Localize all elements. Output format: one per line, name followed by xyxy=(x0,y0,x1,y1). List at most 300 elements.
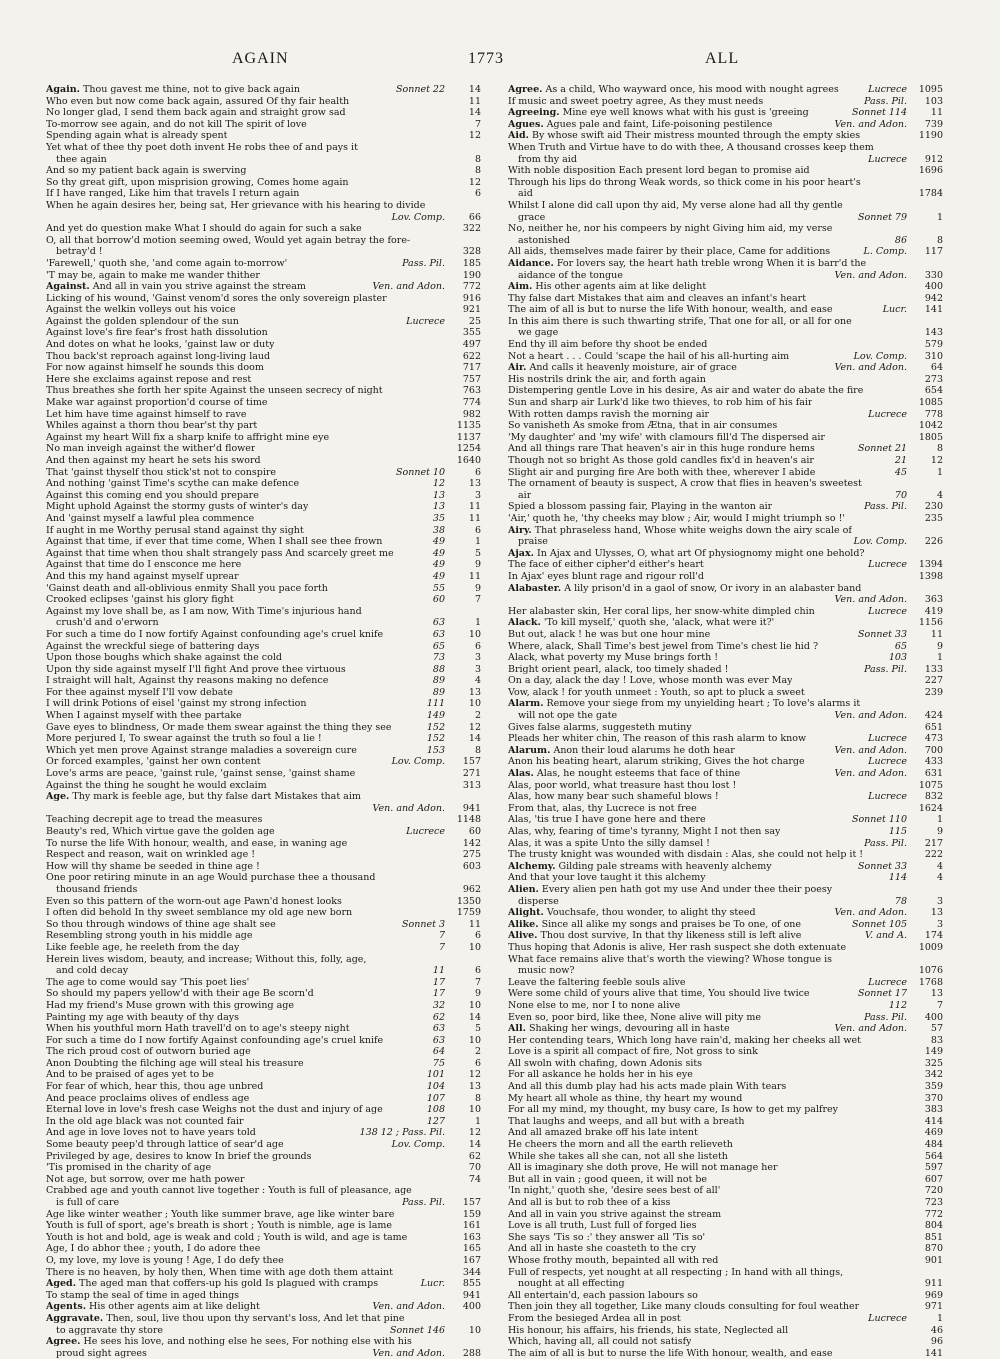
line-text xyxy=(46,525,304,537)
concordance-line xyxy=(46,1104,481,1116)
quotation: and cold decay xyxy=(56,965,129,977)
line-text xyxy=(46,675,328,687)
source-reference: 78 xyxy=(892,896,907,908)
source-reference: Ven. and Adon. xyxy=(370,1301,445,1313)
line-number: 1135 xyxy=(456,420,481,432)
concordance-line xyxy=(46,490,481,502)
line-text xyxy=(508,571,704,583)
concordance-line xyxy=(46,525,481,537)
line-number: 4 xyxy=(936,489,943,501)
quotation: Beauty's red, Which virtue gave the golden age xyxy=(46,826,275,837)
line-number: 313 xyxy=(462,779,481,791)
source-reference: Lucr. xyxy=(880,304,907,316)
line-number: 7 xyxy=(474,594,481,606)
concordance-line xyxy=(508,501,943,513)
line-number: 370 xyxy=(924,1092,943,1104)
concordance-line xyxy=(508,594,943,606)
concordance-line xyxy=(508,1046,943,1058)
concordance-line xyxy=(508,362,943,374)
line-number: 344 xyxy=(462,1266,481,1278)
line-number: 1042 xyxy=(918,420,943,432)
line-number: 13 xyxy=(468,686,481,698)
line-number: 778 xyxy=(924,408,943,420)
concordance-line xyxy=(508,339,943,351)
quotation: O, all that borrow'd motion seeming owed, Would yet again betray the fore- xyxy=(46,234,411,246)
quotation: Against the thing he sought he would exclaim xyxy=(46,779,267,791)
concordance-line xyxy=(46,1185,481,1197)
concordance-line xyxy=(46,513,481,525)
line-number: 9 xyxy=(474,988,481,1000)
concordance-line xyxy=(46,327,481,339)
quotation: All entertain'd, each passion labours so xyxy=(508,1289,698,1301)
line-text xyxy=(46,513,254,525)
concordance-line xyxy=(508,420,943,432)
concordance-line xyxy=(46,988,481,1000)
line-number: 6 xyxy=(474,524,481,536)
line-number: 912 xyxy=(924,153,943,165)
line-text xyxy=(46,1058,304,1070)
line-text xyxy=(508,814,706,826)
line-text xyxy=(508,432,825,444)
concordance-line xyxy=(508,896,943,908)
quotation: Whiles against a thorn thou bear'st thy part xyxy=(46,420,258,432)
line-number: 96 xyxy=(930,1336,943,1348)
line-number: 5 xyxy=(474,547,481,559)
quotation: For thee against myself I'll vow debate xyxy=(46,686,233,698)
line-text xyxy=(508,212,545,224)
quotation: Youth is full of sport, age's breath is short ; Youth is nimble, age is lame xyxy=(46,1220,392,1232)
line-text xyxy=(508,965,574,977)
quotation: My heart all whole as thine, thy heart my wound xyxy=(508,1092,743,1104)
quotation: In Ajax and Ulysses, O, what art Of physiognomy might one behold? xyxy=(536,547,865,559)
line-text xyxy=(508,641,818,653)
line-number: 322 xyxy=(462,223,481,235)
line-text xyxy=(508,536,548,548)
line-number: 133 xyxy=(924,663,943,675)
quotation: Might uphold Against the stormy gusts of winter's day xyxy=(46,501,309,513)
line-number: 10 xyxy=(468,999,481,1011)
line-number: 1394 xyxy=(918,559,943,571)
line-text xyxy=(46,768,355,780)
source-reference: 45 xyxy=(892,467,907,479)
line-text xyxy=(46,154,107,166)
concordance-line xyxy=(46,1035,481,1047)
line-text xyxy=(46,942,239,954)
line-text xyxy=(46,791,361,803)
line-number: 763 xyxy=(462,385,481,397)
line-text xyxy=(46,1301,260,1313)
source-reference: 63 xyxy=(430,1035,445,1047)
line-text xyxy=(508,698,860,710)
line-text xyxy=(46,1185,412,1197)
line-text xyxy=(508,559,704,571)
line-number: 70 xyxy=(468,1162,481,1174)
line-text xyxy=(508,96,763,108)
line-text xyxy=(46,826,275,838)
line-number: 7 xyxy=(474,976,481,988)
concordance-line xyxy=(508,409,943,421)
quotation: Even so, poor bird, like thee, None alive will pity me xyxy=(508,1011,762,1023)
running-head-left: AGAIN xyxy=(232,50,289,67)
line-text xyxy=(46,432,329,444)
source-reference: 60 xyxy=(430,594,445,606)
concordance-line xyxy=(508,374,943,386)
source-reference: 70 xyxy=(892,490,907,502)
concordance-line xyxy=(508,1127,943,1139)
line-text xyxy=(46,119,307,131)
line-text xyxy=(46,420,257,432)
source-reference: 153 xyxy=(424,745,445,757)
quotation: So vanisheth As smoke from Ætna, that in air consumes xyxy=(508,420,778,432)
quotation: Upon thy side against myself I'll fight And prove thee virtuous xyxy=(46,663,346,675)
source-reference: Pass. Pil. xyxy=(861,664,907,676)
line-text xyxy=(508,884,832,896)
line-text xyxy=(508,1046,758,1058)
quotation: So thou through windows of thine age shalt see xyxy=(46,918,276,930)
concordance-line xyxy=(46,1093,481,1105)
headword: Aggravate. xyxy=(46,1312,104,1324)
quotation: No, neither he, nor his compeers by night Giving him aid, my verse xyxy=(508,223,833,235)
quotation: Slight air and purging fire Are both with thee, wherever I abide xyxy=(508,466,816,478)
line-text xyxy=(508,200,843,212)
line-number: 564 xyxy=(924,1150,943,1162)
concordance-line xyxy=(508,849,943,861)
line-number: 222 xyxy=(924,849,943,861)
line-text xyxy=(46,652,282,664)
source-reference: Ven. and Adon. xyxy=(832,119,907,131)
concordance-line xyxy=(46,1255,481,1267)
line-number: 14 xyxy=(468,733,481,745)
concordance-line xyxy=(508,96,943,108)
line-text xyxy=(508,733,806,745)
concordance-line xyxy=(508,814,943,826)
line-number: 7 xyxy=(474,118,481,130)
line-text xyxy=(46,896,342,908)
source-reference: 138 12 ; Pass. Pil. xyxy=(357,1127,445,1139)
line-number: 226 xyxy=(924,536,943,548)
line-text xyxy=(46,1035,383,1047)
line-number: 1156 xyxy=(918,617,943,629)
line-text xyxy=(508,1139,733,1151)
line-text xyxy=(508,664,728,676)
line-number: 165 xyxy=(462,1243,481,1255)
quotation: Full of respects, yet nought at all respecting ; In hand with all things, xyxy=(508,1266,844,1278)
quotation: Bright orient pearl, alack, too timely shaded ! xyxy=(508,663,729,675)
line-number: 157 xyxy=(462,756,481,768)
source-reference: 75 xyxy=(430,1058,445,1070)
source-reference: 49 xyxy=(430,536,445,548)
quotation: But all in vain ; good queen, it will not be xyxy=(508,1173,708,1185)
line-text xyxy=(508,896,559,908)
line-number: 217 xyxy=(924,837,943,849)
source-reference: Ven. and Adon. xyxy=(832,745,907,757)
concordance-line xyxy=(508,1035,943,1047)
line-number: 11 xyxy=(468,512,481,524)
quotation: nought at all effecting xyxy=(518,1278,625,1290)
concordance-line xyxy=(46,641,481,653)
quotation: air xyxy=(518,489,532,501)
line-number: 8 xyxy=(474,153,481,165)
line-number: 235 xyxy=(924,512,943,524)
line-number: 12 xyxy=(468,721,481,733)
line-text xyxy=(508,1012,761,1024)
quotation: No man inveigh against the wither'd flower xyxy=(46,443,256,455)
source-reference: 7 xyxy=(436,930,445,942)
source-reference: Ven. and Adon. xyxy=(832,362,907,374)
concordance-line xyxy=(508,327,943,339)
headword: Aged. xyxy=(46,1278,77,1290)
source-reference: Lucrece xyxy=(865,559,907,571)
quotation: Mine eye well knows what with his gust is 'greeing xyxy=(562,107,809,119)
concordance-line xyxy=(46,548,481,560)
quotation: So thy great gift, upon misprision growing, Comes home again xyxy=(46,176,349,188)
concordance-line xyxy=(508,1081,943,1093)
line-text xyxy=(508,907,756,919)
line-number: 12 xyxy=(468,1069,481,1081)
source-reference: 63 xyxy=(430,629,445,641)
concordance-line xyxy=(46,443,481,455)
line-number: 1696 xyxy=(918,165,943,177)
line-number: 1350 xyxy=(456,895,481,907)
line-text xyxy=(508,351,789,363)
concordance-line xyxy=(508,443,943,455)
line-text xyxy=(508,803,697,815)
concordance-line xyxy=(46,780,481,792)
concordance-line xyxy=(508,1174,943,1186)
line-number: 723 xyxy=(924,1197,943,1208)
source-reference: 114 xyxy=(886,872,907,884)
concordance-line xyxy=(508,745,943,757)
line-number: 433 xyxy=(924,756,943,768)
line-text xyxy=(46,722,392,734)
quotation: Thus breathes she forth her spite Against the unseen secrecy of night xyxy=(46,385,383,397)
line-number: 383 xyxy=(924,1104,943,1116)
line-text xyxy=(46,397,267,409)
headword: Alike. xyxy=(508,918,539,930)
line-text xyxy=(46,548,394,560)
line-text xyxy=(46,745,357,757)
line-text xyxy=(46,1220,392,1232)
line-number: 1137 xyxy=(456,431,481,443)
source-reference: 13 xyxy=(430,490,445,502)
line-number: 851 xyxy=(924,1231,943,1243)
concordance-line xyxy=(46,791,481,803)
line-text xyxy=(46,977,249,989)
concordance-line xyxy=(46,478,481,490)
line-number: 962 xyxy=(462,883,481,895)
quotation: betray'd ! xyxy=(56,246,103,258)
line-number: 3 xyxy=(936,895,943,907)
source-reference: 89 xyxy=(430,687,445,699)
line-text xyxy=(46,1139,284,1151)
line-text xyxy=(508,107,809,119)
concordance-line xyxy=(46,223,481,235)
line-text xyxy=(508,1104,838,1116)
line-text xyxy=(508,745,735,757)
concordance-line xyxy=(508,791,943,803)
source-reference: Lucrece xyxy=(865,84,907,96)
line-number: 11 xyxy=(468,501,481,513)
line-number: 167 xyxy=(462,1254,481,1266)
quotation: Vouchsafe, thou wonder, to alight thy steed xyxy=(546,907,756,919)
concordance-line xyxy=(46,826,481,838)
line-number: 3 xyxy=(474,652,481,664)
quotation: From the besieged Ardea all in post xyxy=(508,1312,681,1324)
line-number: 12 xyxy=(468,176,481,188)
concordance-line xyxy=(46,107,481,119)
line-number: 157 xyxy=(462,1197,481,1208)
line-number: 8 xyxy=(474,1092,481,1104)
source-reference: 12 xyxy=(430,478,445,490)
line-text xyxy=(46,351,270,363)
concordance-line xyxy=(46,1220,481,1232)
concordance-line xyxy=(508,154,943,166)
quotation: Thy mark is feeble age, but thy false dart Mistakes that aim xyxy=(72,791,361,803)
line-number: 469 xyxy=(924,1127,943,1139)
source-reference: Lucrece xyxy=(865,409,907,421)
quotation: Gilding pale streams with heavenly alchemy xyxy=(558,860,772,872)
concordance-line xyxy=(508,1151,943,1163)
concordance-line xyxy=(46,351,481,363)
line-number: 497 xyxy=(462,339,481,351)
headword: Alight. xyxy=(508,907,544,919)
headword: Alien. xyxy=(508,883,539,895)
line-number: 14 xyxy=(468,1139,481,1151)
quotation: His nostrils drink the air, and forth again xyxy=(508,373,706,385)
line-number: 1 xyxy=(474,617,481,629)
line-text xyxy=(46,1278,378,1290)
source-reference: Ven. and Adon. xyxy=(832,907,907,919)
quotation: 'Farewell,' quoth she, 'and come again to-morrow' xyxy=(46,257,288,269)
line-text xyxy=(508,258,866,270)
quotation: I straight will halt, Against thy reasons making no defence xyxy=(46,675,329,687)
quotation: Licking of his wound, 'Gainst venom'd sores the only sovereign plaster xyxy=(46,292,387,304)
concordance-line xyxy=(46,698,481,710)
quotation: On a day, alack the day ! Love, whose month was ever May xyxy=(508,675,793,687)
concordance-line xyxy=(46,583,481,595)
line-number: 271 xyxy=(462,768,481,780)
line-number: 8 xyxy=(936,443,943,455)
concordance-line xyxy=(46,861,481,873)
quotation: Her alabaster skin, Her coral lips, her snow-white dimpled chin xyxy=(508,605,815,617)
line-number: 363 xyxy=(924,594,943,606)
source-reference: Sonnet 105 xyxy=(849,919,907,931)
line-text xyxy=(46,1162,211,1174)
quotation: Every alien pen hath got my use And under thee their poesy xyxy=(541,883,833,895)
line-number: 1 xyxy=(936,814,943,826)
concordance-line xyxy=(46,1000,481,1012)
quotation: Eternal love in love's fresh case Weighs not the dust and injury of age xyxy=(46,1104,383,1116)
quotation: If I have ranged, Like him that travels I return again xyxy=(46,188,300,200)
line-text xyxy=(508,177,861,189)
concordance-line xyxy=(508,1301,943,1313)
line-text xyxy=(508,756,805,768)
quotation: Thou gavest me thine, not to give back again xyxy=(83,84,300,95)
line-text xyxy=(46,1209,394,1221)
line-text xyxy=(46,339,274,351)
line-text xyxy=(508,84,839,96)
quotation: Here she exclaims against repose and rest xyxy=(46,373,252,385)
headword: All. xyxy=(508,1023,526,1035)
quotation: astonished xyxy=(518,234,570,246)
source-reference: Ven. and Adon. xyxy=(832,594,907,606)
concordance-line xyxy=(46,536,481,548)
line-text xyxy=(508,478,862,490)
line-text xyxy=(46,583,328,595)
line-number: 11 xyxy=(930,628,943,640)
line-text xyxy=(46,281,306,293)
source-reference: Ven. and Adon. xyxy=(370,803,445,815)
line-text xyxy=(46,1197,119,1209)
concordance-line xyxy=(46,1127,481,1139)
quotation: Love is all truth, Lust full of forged lies xyxy=(508,1220,697,1232)
source-reference: Lucrece xyxy=(865,606,907,618)
line-number: 3 xyxy=(936,918,943,930)
quotation: O, my love, my love is young ! Age, I do defy thee xyxy=(46,1254,284,1266)
line-text xyxy=(508,362,737,374)
line-text xyxy=(46,177,349,189)
quotation: And all this dumb play had his acts made plain With tears xyxy=(508,1081,787,1093)
line-text xyxy=(46,1232,407,1244)
line-text xyxy=(46,1069,214,1081)
source-reference: 88 xyxy=(430,664,445,676)
concordance-line xyxy=(46,1058,481,1070)
headword: Agues. xyxy=(508,118,544,130)
concordance-line xyxy=(508,872,943,884)
concordance-line xyxy=(508,687,943,699)
headword: Aid. xyxy=(508,130,529,142)
quotation: Against love's fire fear's frost hath dissolution xyxy=(46,327,268,339)
line-text xyxy=(508,838,710,850)
source-reference: 127 xyxy=(424,1116,445,1128)
source-reference: Ven. and Adon. xyxy=(832,768,907,780)
quotation: is full of care xyxy=(56,1197,120,1208)
line-text xyxy=(508,1162,778,1174)
source-reference: Lov. Comp. xyxy=(389,212,445,224)
line-text xyxy=(508,1325,788,1337)
line-number: 804 xyxy=(924,1220,943,1232)
line-text xyxy=(46,293,387,305)
concordance-line xyxy=(508,467,943,479)
source-reference: Lov. Comp. xyxy=(851,351,907,363)
quotation: Painting my age with beauty of thy days xyxy=(46,1011,240,1023)
concordance-line xyxy=(46,1325,481,1337)
concordance-line xyxy=(508,1209,943,1221)
line-text xyxy=(508,1127,698,1139)
quotation: Since all alike my songs and praises be To one, of one xyxy=(541,918,802,930)
page-number: 1773 xyxy=(468,50,504,67)
line-number: 473 xyxy=(924,733,943,745)
concordance-line xyxy=(508,1232,943,1244)
concordance-line xyxy=(508,1336,943,1348)
line-text xyxy=(508,1220,696,1232)
concordance-line xyxy=(46,814,481,826)
line-text xyxy=(508,246,830,258)
line-text xyxy=(46,571,239,583)
source-reference: V. and A. xyxy=(862,930,907,942)
line-text xyxy=(508,188,533,200)
line-text xyxy=(508,1093,742,1105)
line-text xyxy=(508,455,814,467)
quotation: Against that time when thou shalt strangely pass And scarcely greet me xyxy=(46,547,394,559)
quotation: That 'gainst thyself thou stick'st not to conspire xyxy=(46,466,277,478)
line-text xyxy=(508,525,852,537)
line-text xyxy=(46,443,255,455)
concordance-line xyxy=(46,803,481,815)
concordance-line xyxy=(508,1267,943,1279)
line-number: 1190 xyxy=(918,130,943,142)
source-reference: 7 xyxy=(436,942,445,954)
